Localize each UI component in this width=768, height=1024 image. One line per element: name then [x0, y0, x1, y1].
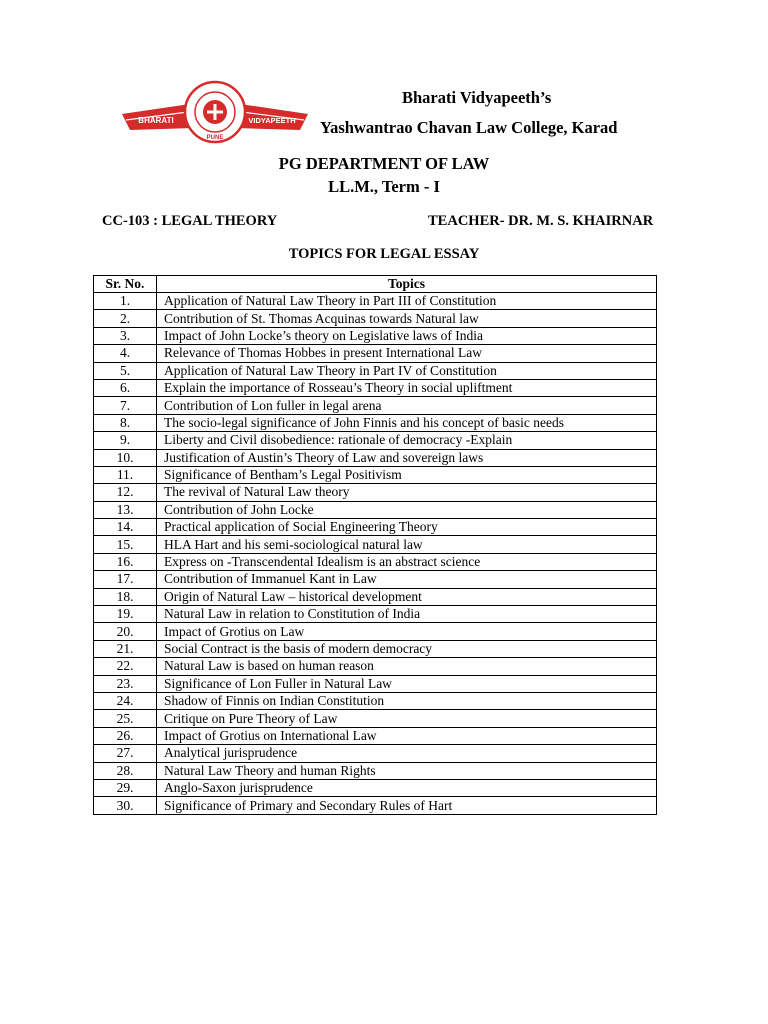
table-row — [94, 449, 657, 466]
serial-number-cell: 19. — [94, 606, 157, 623]
table-row — [94, 345, 657, 362]
serial-number-cell: 10. — [94, 449, 157, 466]
table-row — [94, 658, 657, 675]
serial-number-cell: 18. — [94, 588, 157, 605]
topic-cell: Liberty and Civil disobedience: rationale of democracy -Explain — [157, 432, 657, 449]
course-code: CC-103 : LEGAL THEORY — [102, 213, 278, 229]
topic-cell: The socio-legal significance of John Finnis and his concept of basic needs — [157, 414, 657, 431]
column-header-topics: Topics — [157, 276, 657, 293]
serial-number-cell: 6. — [94, 379, 157, 396]
table-row — [94, 397, 657, 414]
serial-number-cell: 3. — [94, 327, 157, 344]
serial-number-cell: 25. — [94, 710, 157, 727]
serial-number-cell: 11. — [94, 466, 157, 483]
table-body — [94, 293, 657, 815]
topic-cell: Contribution of Lon fuller in legal arena — [157, 397, 657, 414]
serial-number-cell: 22. — [94, 658, 157, 675]
column-header-sr-no: Sr. No. — [94, 276, 157, 293]
section-title: TOPICS FOR LEGAL ESSAY — [288, 246, 480, 262]
topic-cell: Explain the importance of Rosseau’s Theory in social upliftment — [157, 379, 657, 396]
serial-number-cell: 14. — [94, 519, 157, 536]
table-row — [94, 745, 657, 762]
table-row — [94, 536, 657, 553]
college-name: Yashwantrao Chavan Law College, Karad — [320, 118, 618, 137]
topic-cell: Natural Law is based on human reason — [157, 658, 657, 675]
table-row — [94, 675, 657, 692]
topic-cell: Critique on Pure Theory of Law — [157, 710, 657, 727]
table-row — [94, 362, 657, 379]
table-row — [94, 588, 657, 605]
serial-number-cell: 4. — [94, 345, 157, 362]
topic-cell: HLA Hart and his semi-sociological natural law — [157, 536, 657, 553]
topic-cell: Impact of Grotius on International Law — [157, 727, 657, 744]
table-row — [94, 484, 657, 501]
topic-cell: Social Contract is the basis of modern democracy — [157, 640, 657, 657]
topic-cell: Contribution of John Locke — [157, 501, 657, 518]
serial-number-cell: 5. — [94, 362, 157, 379]
topic-cell: Relevance of Thomas Hobbes in present International Law — [157, 345, 657, 362]
table-row — [94, 432, 657, 449]
topic-cell: Application of Natural Law Theory in Part III of Constitution — [157, 293, 657, 310]
logo-right-text: VIDYAPEETH — [248, 116, 296, 125]
table-row — [94, 692, 657, 709]
table-row — [94, 293, 657, 310]
college-logo — [120, 80, 310, 144]
table-row — [94, 727, 657, 744]
table-row — [94, 379, 657, 396]
serial-number-cell: 30. — [94, 797, 157, 814]
topic-cell: Contribution of St. Thomas Acquinas towards Natural law — [157, 310, 657, 327]
table-row — [94, 797, 657, 814]
serial-number-cell: 13. — [94, 501, 157, 518]
serial-number-cell: 9. — [94, 432, 157, 449]
table-row — [94, 606, 657, 623]
serial-number-cell: 26. — [94, 727, 157, 744]
logo-left-text: BHARATI — [138, 116, 174, 125]
topic-cell: Justification of Austin’s Theory of Law and sovereign laws — [157, 449, 657, 466]
table-header-row — [94, 276, 657, 293]
topic-cell: Significance of Primary and Secondary Rules of Hart — [157, 797, 657, 814]
logo-bottom-text: PUNE — [206, 135, 224, 141]
topic-cell: Impact of John Locke’s theory on Legislative laws of India — [157, 327, 657, 344]
topic-cell: Significance of Bentham’s Legal Positivism — [157, 466, 657, 483]
department-title: PG DEPARTMENT OF LAW — [278, 154, 490, 173]
topic-cell: The revival of Natural Law theory — [157, 484, 657, 501]
topic-cell: Shadow of Finnis on Indian Constitution — [157, 692, 657, 709]
table-row — [94, 310, 657, 327]
serial-number-cell: 12. — [94, 484, 157, 501]
table-row — [94, 779, 657, 796]
serial-number-cell: 7. — [94, 397, 157, 414]
topic-cell: Origin of Natural Law – historical development — [157, 588, 657, 605]
serial-number-cell: 29. — [94, 779, 157, 796]
serial-number-cell: 27. — [94, 745, 157, 762]
table-row — [94, 571, 657, 588]
teacher-name: TEACHER- DR. M. S. KHAIRNAR — [428, 213, 654, 229]
topic-cell: Natural Law in relation to Constitution of India — [157, 606, 657, 623]
serial-number-cell: 2. — [94, 310, 157, 327]
serial-number-cell: 24. — [94, 692, 157, 709]
topic-cell: Impact of Grotius on Law — [157, 623, 657, 640]
table-row — [94, 414, 657, 431]
serial-number-cell: 28. — [94, 762, 157, 779]
serial-number-cell: 23. — [94, 675, 157, 692]
serial-number-cell: 21. — [94, 640, 157, 657]
topic-cell: Application of Natural Law Theory in Part IV of Constitution — [157, 362, 657, 379]
topic-cell: Practical application of Social Engineering Theory — [157, 519, 657, 536]
topic-cell: Contribution of Immanuel Kant in Law — [157, 571, 657, 588]
table-row — [94, 327, 657, 344]
table-row — [94, 519, 657, 536]
table-row — [94, 553, 657, 570]
serial-number-cell: 8. — [94, 414, 157, 431]
serial-number-cell: 17. — [94, 571, 157, 588]
topic-cell: Natural Law Theory and human Rights — [157, 762, 657, 779]
term-title: LL.M., Term - I — [328, 177, 440, 196]
serial-number-cell: 1. — [94, 293, 157, 310]
table-row — [94, 762, 657, 779]
table-row — [94, 466, 657, 483]
serial-number-cell: 16. — [94, 553, 157, 570]
institution-name: Bharati Vidyapeeth’s — [402, 88, 552, 107]
serial-number-cell: 20. — [94, 623, 157, 640]
table-row — [94, 623, 657, 640]
table-row — [94, 501, 657, 518]
table-row — [94, 710, 657, 727]
topic-cell: Anglo-Saxon jurisprudence — [157, 779, 657, 796]
table-row — [94, 640, 657, 657]
topic-cell: Express on -Transcendental Idealism is an abstract science — [157, 553, 657, 570]
topic-cell: Significance of Lon Fuller in Natural Law — [157, 675, 657, 692]
topic-cell: Analytical jurisprudence — [157, 745, 657, 762]
topics-table — [93, 275, 657, 815]
serial-number-cell: 15. — [94, 536, 157, 553]
